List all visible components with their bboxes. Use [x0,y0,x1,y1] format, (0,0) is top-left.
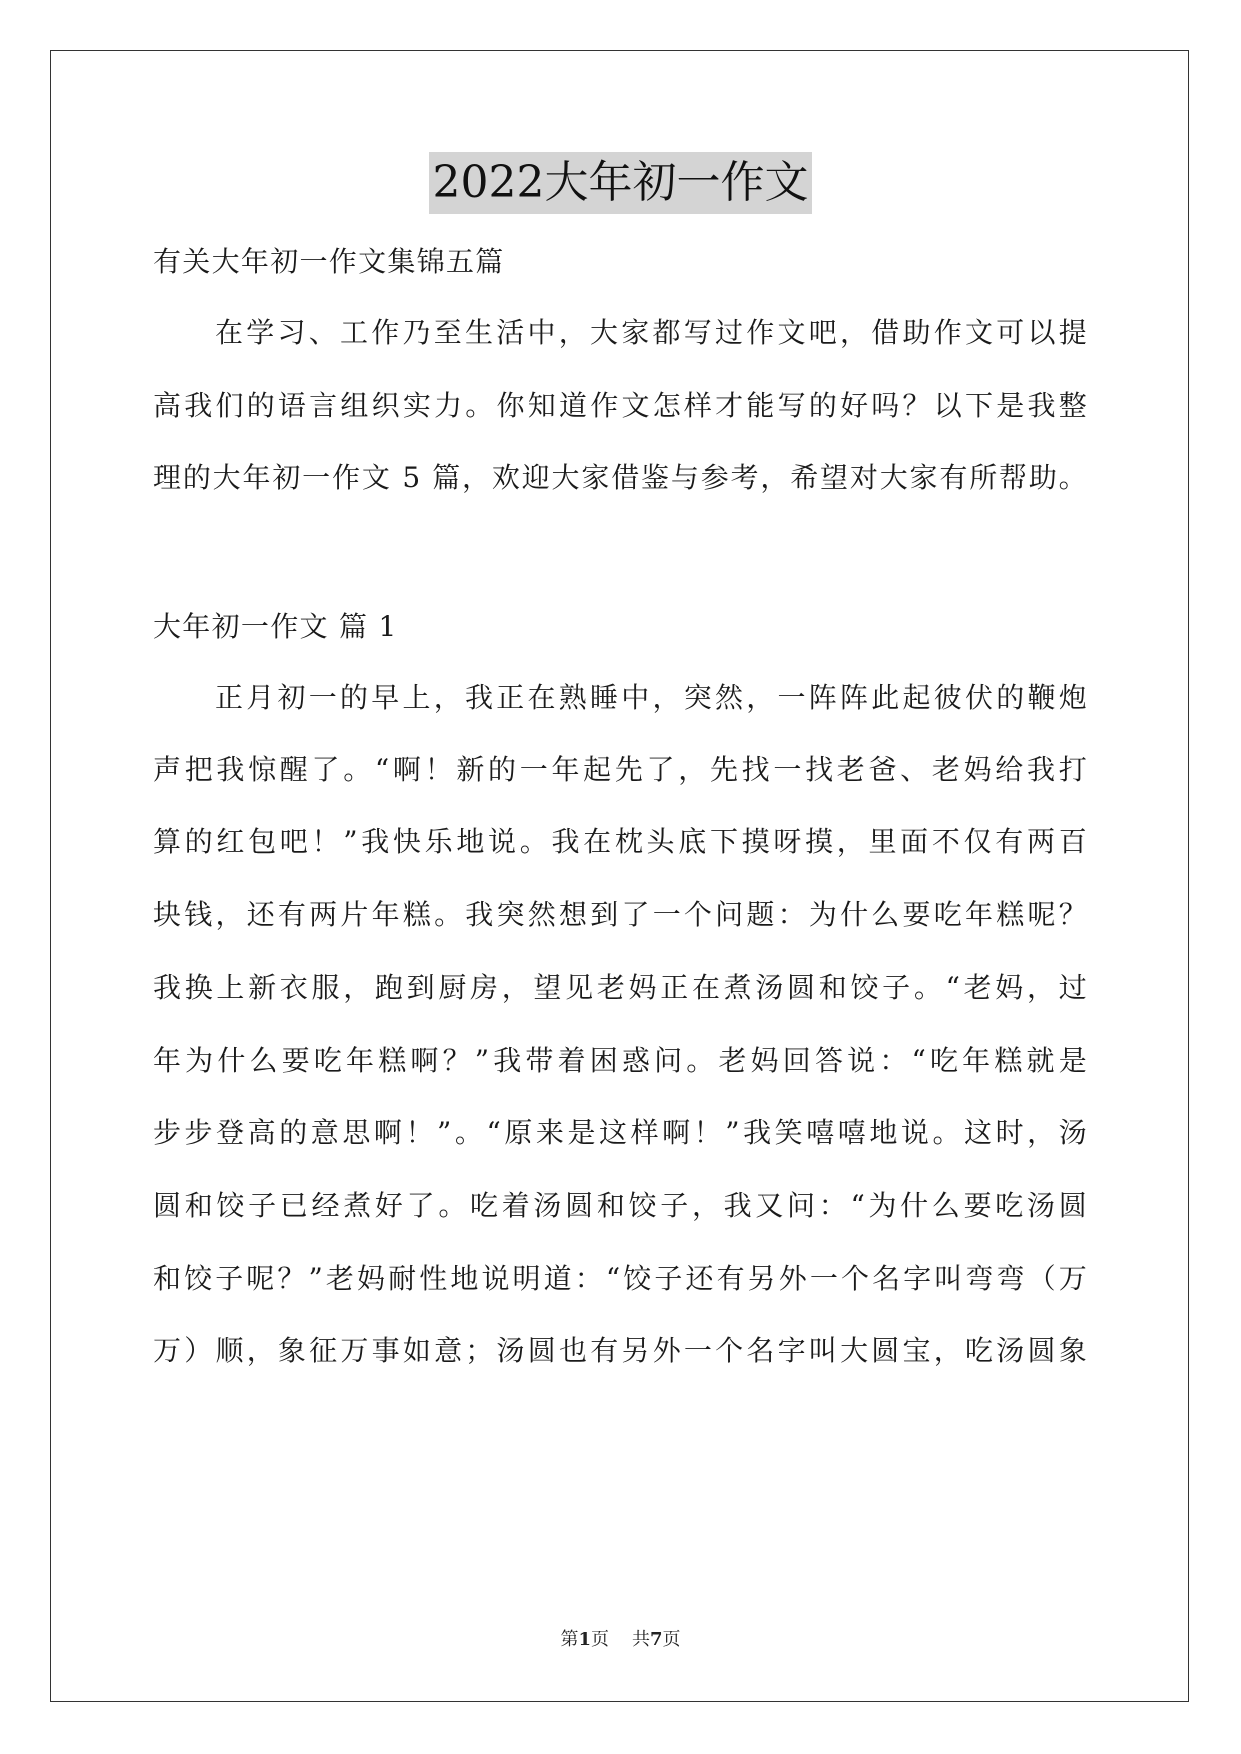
page-total: 7 [649,1629,663,1650]
body-line: 正月初一的早上，我正在熟睡中，突然，一阵阵此起彼伏的鞭炮 [215,681,1088,714]
document-title: 2022大年初一作文 [429,152,813,214]
body-line: 万）顺，象征万事如意；汤圆也有另外一个名字叫大圆宝，吃汤圆象 [153,1334,1088,1367]
intro-line: 高我们的语言组织实力。你知道作文怎样才能写的好吗？以下是我整 [153,389,1088,422]
total-prefix: 共 [631,1629,650,1650]
page-current: 1 [578,1629,592,1650]
intro-line: 在学习、工作乃至生活中，大家都写过作文吧，借助作文可以提 [215,316,1088,349]
document-subtitle: 有关大年初一作文集锦五篇 [153,245,505,278]
page-suffix: 页 [591,1629,610,1650]
intro-line: 理的大年初一作文 5 篇，欢迎大家借鉴与参考，希望对大家有所帮助。 [153,461,1088,494]
total-suffix: 页 [662,1629,681,1650]
body-line: 算的红包吧！”我快乐地说。我在枕头底下摸呀摸，里面不仅有两百 [153,825,1088,858]
section-heading: 大年初一作文 篇 1 [153,610,398,643]
body-line: 我换上新衣服，跑到厨房，望见老妈正在煮汤圆和饺子。“老妈，过 [153,971,1088,1004]
page-footer [0,1628,1241,1652]
body-line: 年为什么要吃年糕啊？”我带着困惑问。老妈回答说：“吃年糕就是 [153,1044,1088,1077]
body-line: 圆和饺子已经煮好了。吃着汤圆和饺子，我又问：“为什么要吃汤圆 [153,1189,1088,1222]
body-line: 步步登高的意思啊！”。“原来是这样啊！”我笑嘻嘻地说。这时，汤 [153,1116,1088,1149]
title-wrap [0,152,1241,214]
body-line: 声把我惊醒了。“啊！新的一年起先了，先找一找老爸、老妈给我打 [153,753,1088,786]
body-line: 块钱，还有两片年糕。我突然想到了一个问题：为什么要吃年糕呢？ [153,898,1088,931]
page-prefix: 第 [560,1629,579,1650]
body-line: 和饺子呢？”老妈耐性地说明道：“饺子还有另外一个名字叫弯弯（万 [153,1262,1088,1295]
page-border [50,50,1189,1702]
